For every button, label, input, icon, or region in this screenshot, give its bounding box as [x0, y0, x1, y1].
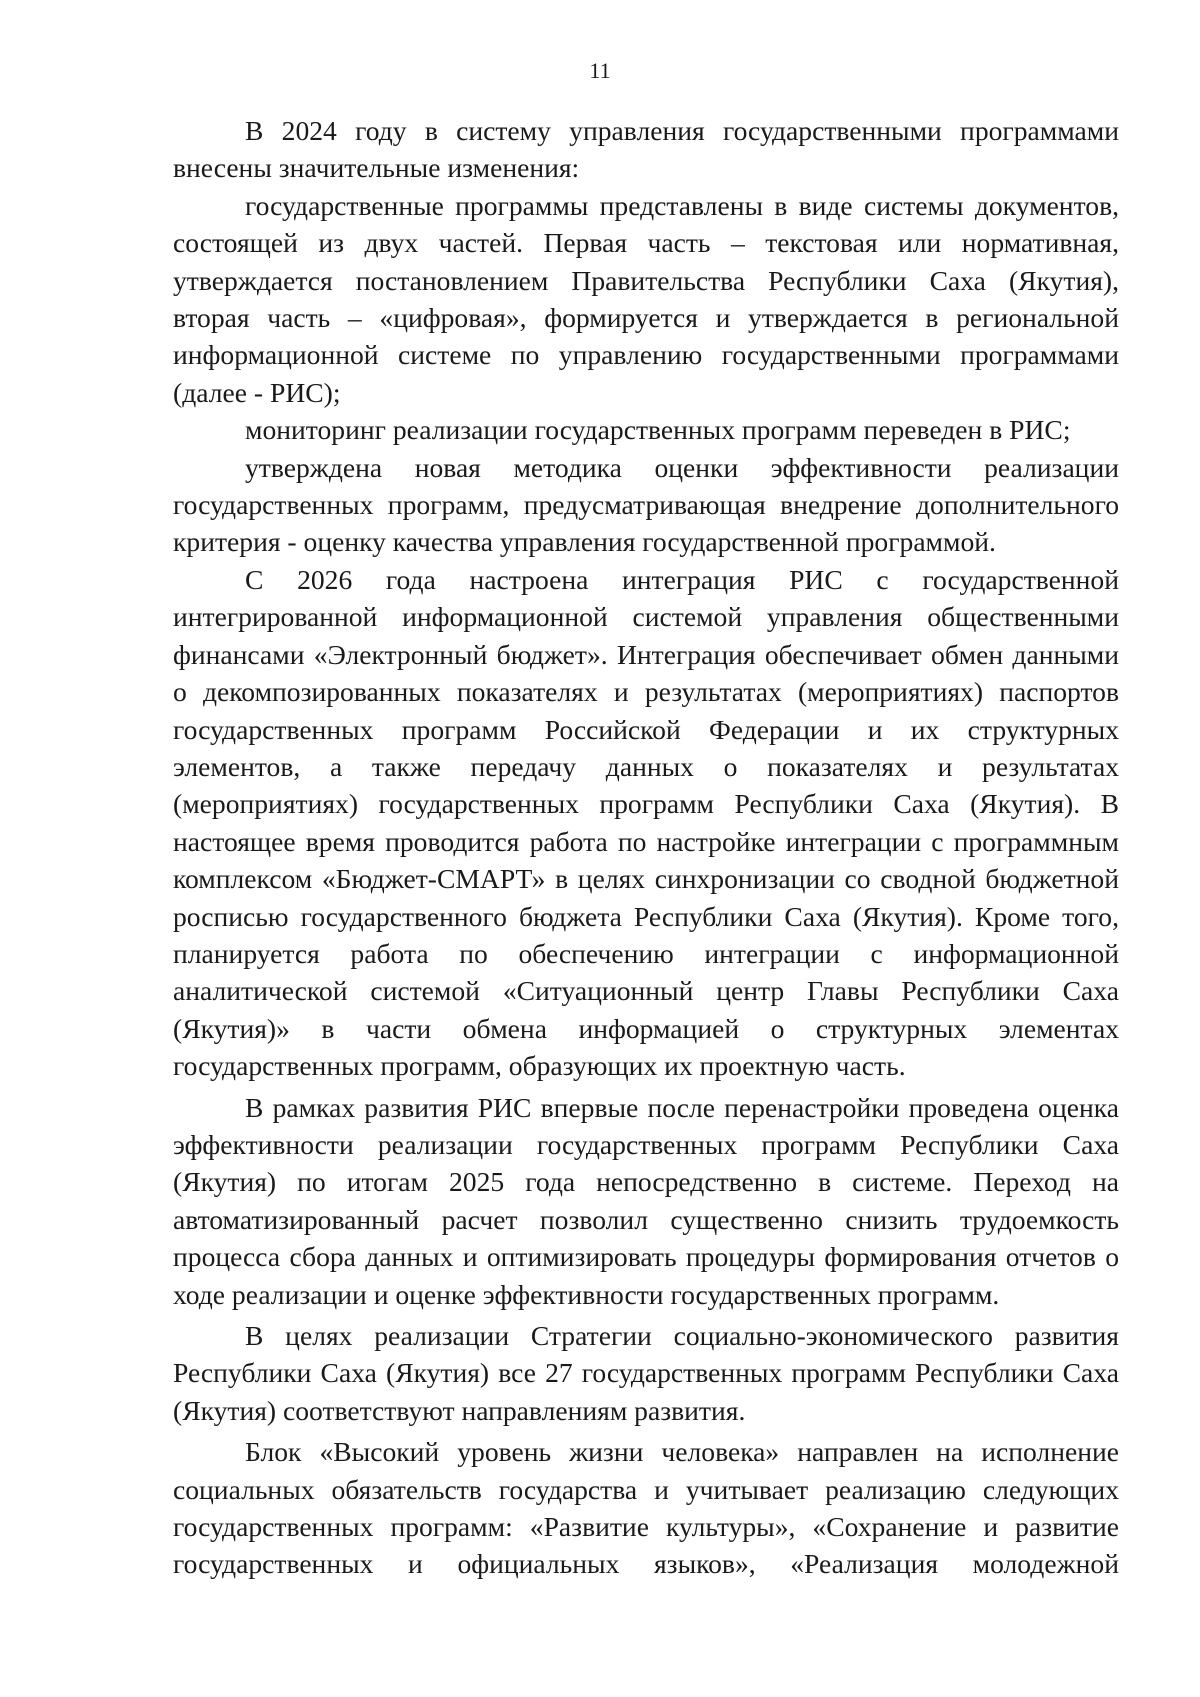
document-body — [173, 112, 1119, 1583]
paragraph-ris-development: В рамках развития РИС впервые после перенастройки проведена оценка эффективности реализации государственных программ Республики Саха (Якутия) по итогам 2025 года непосредственно в системе. Переход на автоматизированный расчет позволил существенно снизить трудоемкость процесса сбора данных и оптимизировать процедуры формирования отчетов о ходе реализации и оценке эффективности государственных программ. — [173, 1091, 1119, 1310]
paragraph-monitoring: мониторинг реализации государственных программ переведен в РИС; — [245, 414, 1071, 446]
paragraph-strategy: В целях реализации Стратегии социально-экономического развития Республики Саха (Якутия) все 27 государственных программ Республики Саха (Якутия) соответствуют направлениям развития. — [173, 1320, 1119, 1426]
paragraph-integration: С 2026 года настроена интеграция РИС с государственной интегрированной информационной системой управления общественными финансами «Электронный бюджет». Интеграция обеспечивает обмен данными о декомпозированных показателях и результатах (мероприятиях) паспортов государственных программ Российской Федерации и их структурных элементов, а также передачу данных о показателях и результатах (мероприятиях) государственных программ Республики Саха (Якутия). В настоящее время проводится работа по настройке интеграции с программным комплексом «Бюджет-СМАРТ» в целях синхронизации со сводной бюджетной росписью государственного бюджета Республики Саха (Якутия). Кроме того, планируется работа по обеспечению интеграции с информационной аналитической системой «Ситуационный центр Главы Республики Саха (Якутия)» в части обмена информацией о структурных элементах государственных программ, образующих их проектную часть. — [173, 563, 1119, 1082]
page-number: 11 — [589, 58, 611, 83]
paragraph-program-structure: государственные программы представлены в виде системы документов, состоящей из двух частей. Первая часть – текстовая или нормативная, утверждается постановлением Правительства Республики Саха (Якутия), вторая часть – «цифровая», формируется и утверждается в региональной информационной системе по управлению государственными программами (далее - РИС); — [173, 189, 1119, 408]
paragraph-2024-changes: В 2024 году в систему управления государственными программами внесены значительные изменения: — [173, 115, 1119, 184]
paragraph-quality-of-life-block: Блок «Высокий уровень жизни человека» направлен на исполнение социальных обязательств государства и учитывает реализацию следующих государственных программ: «Развитие культуры», «Сохранение и развитие государственных и официальных языков», «Реализация молодежной — [173, 1436, 1119, 1580]
paragraph-methodology: утверждена новая методика оценки эффективности реализации государственных программ, предусматривающая внедрение дополнительного критерия - оценку качества управления государственной программой. — [173, 451, 1119, 558]
